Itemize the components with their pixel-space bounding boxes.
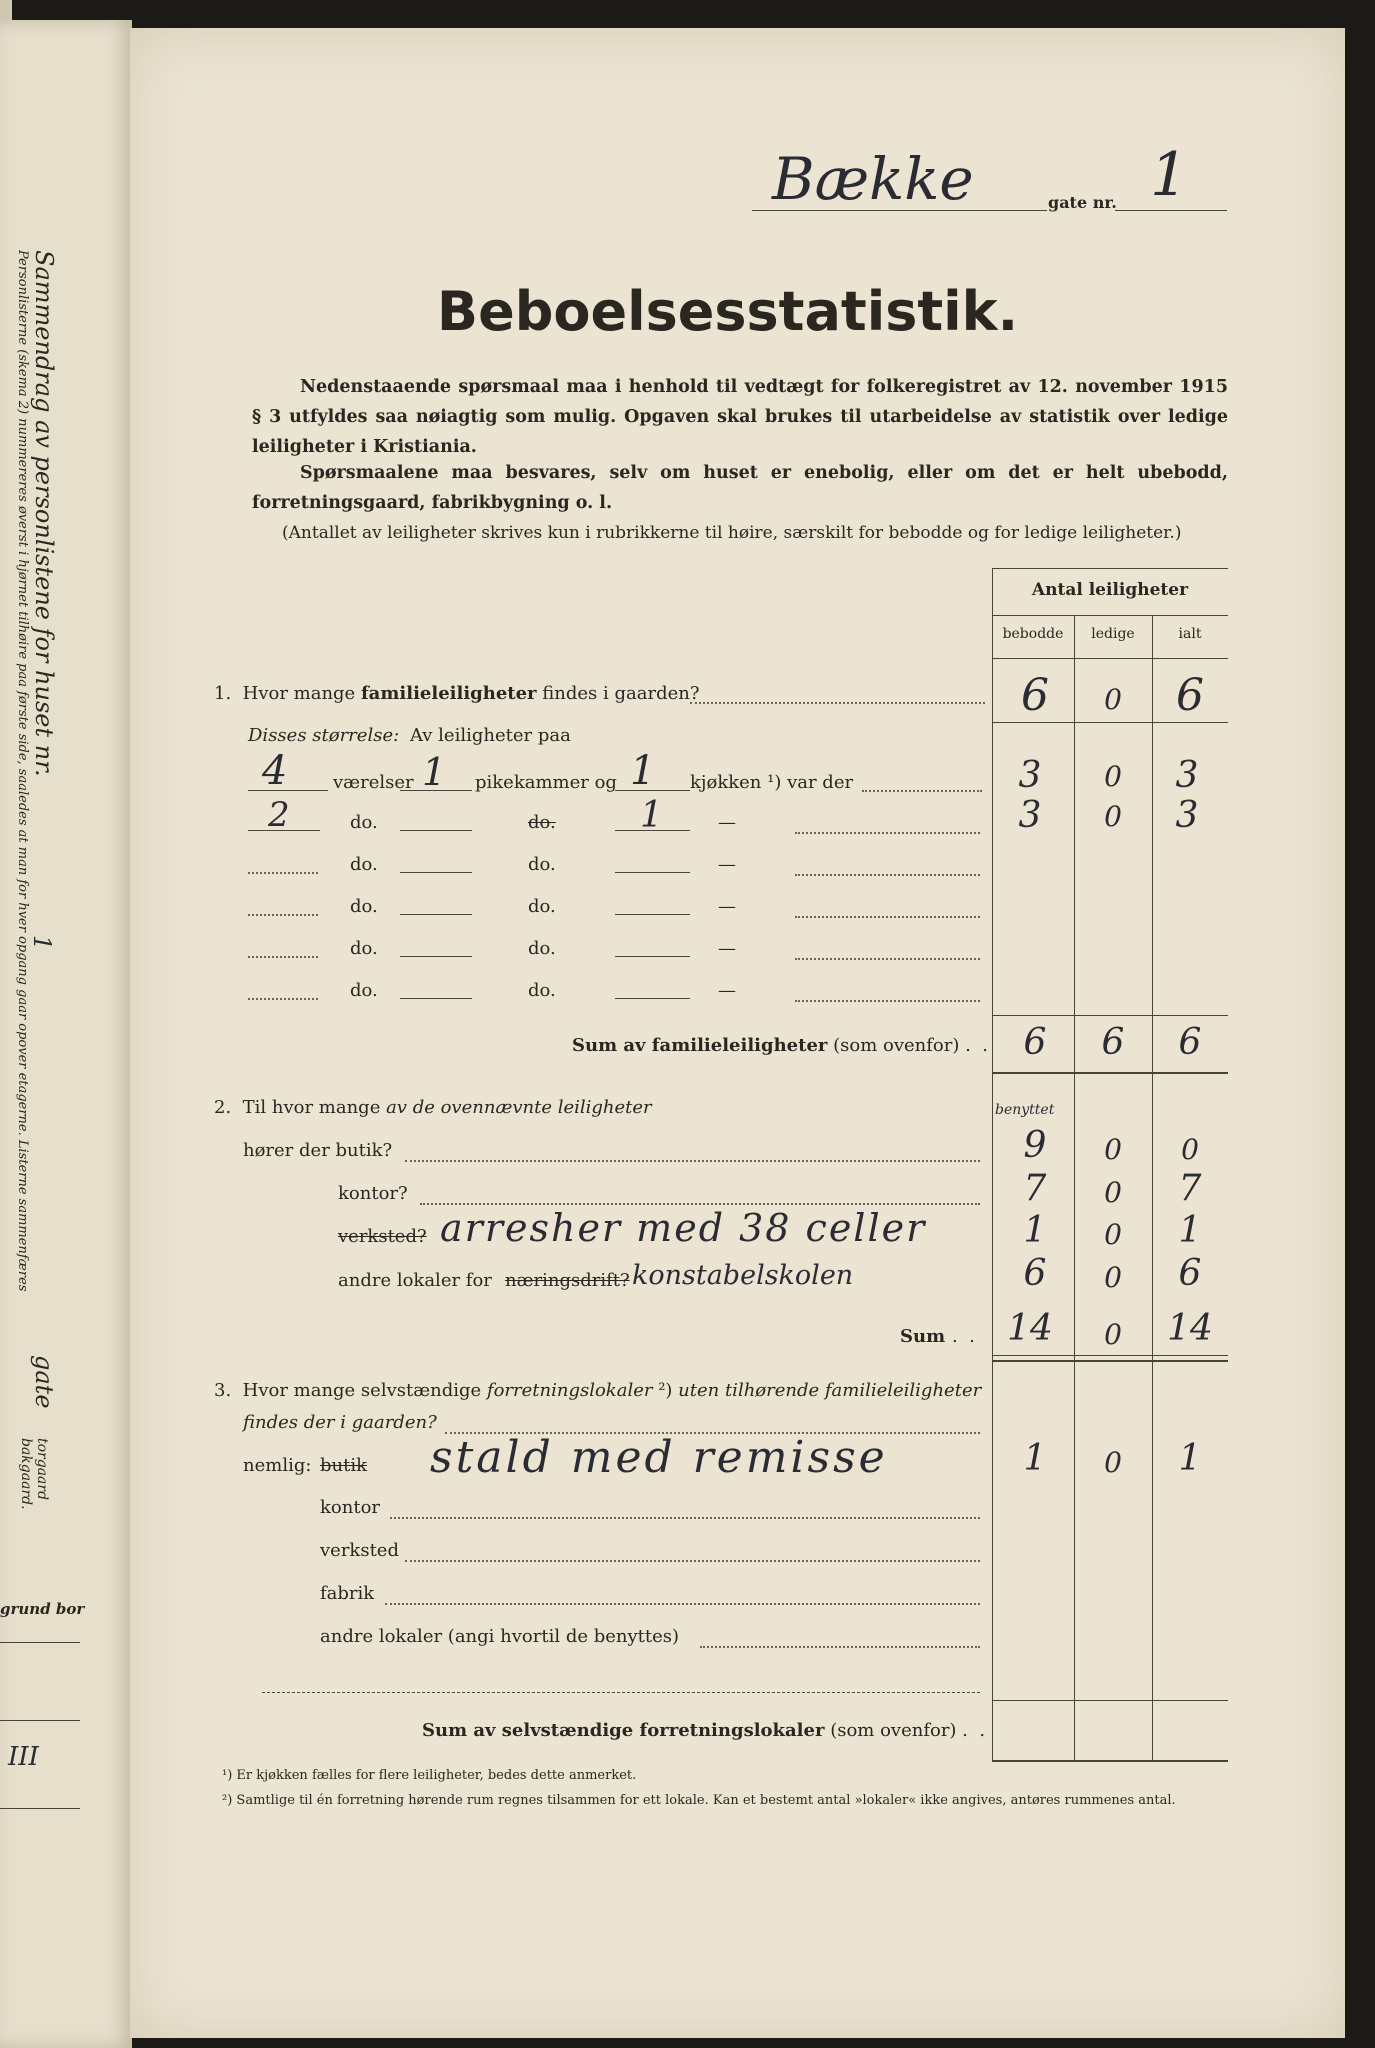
q3-sum-top-line — [992, 1700, 1228, 1701]
margin-bakgaard: bakgaard. — [18, 1438, 34, 1510]
q2-kontor-label: kontor? — [338, 1183, 408, 1204]
row5-leader — [795, 958, 980, 960]
q1-bebodde: 6 — [1021, 670, 1049, 721]
col-ialt: ialt — [1178, 626, 1202, 642]
row1-pike-label: pikekammer og — [475, 772, 617, 793]
row2-rooms-line — [248, 830, 320, 831]
q3-sum-suffix: (som ovenfor) — [830, 1720, 957, 1741]
footnote-2: ²) Samtlige til én forretning hørende rum regnes tilsammen for ett lokale. Kan et bestemt antal »lokaler« ikke angives, antøres rummenes antal. — [222, 1793, 1176, 1808]
q2-verksted-bebodde: 1 — [1023, 1210, 1047, 1251]
q3-kontor-leader — [390, 1517, 980, 1519]
q1-sum-line — [992, 1072, 1228, 1074]
row5-kjokken-line — [615, 956, 690, 957]
q3-verksted-label: verksted — [320, 1540, 399, 1561]
row3-leader — [795, 874, 980, 876]
intro-paragraph-1: Nedenstaaende spørsmaal maa i henhold til vedtægt for folkeregistret av 12. november 1915 § 3 utfyldes saa nøiagtig som mulig. Opgaven skal brukes til utarbeidelse av statistik over ledige leiligheter i Kristiania. — [252, 377, 1228, 457]
q2-butik-ledige: 0 — [1104, 1133, 1122, 1166]
q3-butik-struck: butik — [320, 1455, 368, 1476]
row1-leader — [862, 790, 982, 792]
gate-nr-label: gate nr. — [1048, 193, 1117, 212]
street-line — [752, 210, 1047, 211]
house-number: 1 — [1150, 140, 1189, 210]
row1-kjokken-label: kjøkken ¹) var der — [690, 772, 854, 793]
q2-andre-ledige: 0 — [1104, 1261, 1122, 1294]
row3-pike-line — [400, 872, 472, 873]
q2-verksted-text: arresher med 38 celler — [440, 1206, 927, 1250]
header-bottom-line — [992, 658, 1228, 659]
q1-row-line — [992, 722, 1228, 723]
house-number-line — [1115, 210, 1227, 211]
row4-pike-label: do. — [528, 896, 556, 917]
row5-kjokken-label: — — [718, 938, 736, 959]
q3-andre-label: andre lokaler (angi hvortil de benyttes) — [320, 1626, 680, 1647]
margin-roman-mark: III — [8, 1742, 39, 1772]
q2-sum-dots: . . — [952, 1326, 975, 1347]
row1-ialt: 3 — [1175, 755, 1199, 796]
row1-bebodde: 3 — [1018, 755, 1042, 796]
q1-rows-end-line — [992, 1015, 1228, 1016]
row3-kjokken-label: — — [718, 854, 736, 875]
table-top-line — [992, 568, 1228, 569]
q1-sum-bebodde: 6 — [1023, 1022, 1047, 1063]
q1-ledige: 0 — [1104, 683, 1122, 716]
row4-kjokken-line — [615, 914, 690, 915]
q1-sum-ialt: 6 — [1178, 1022, 1202, 1063]
row2-rooms-label: do. — [350, 812, 378, 833]
q2-butik-label: hører der butik? — [243, 1140, 393, 1161]
margin-gate-label: gate — [30, 1355, 58, 1409]
row1-pike: 1 — [422, 750, 447, 794]
row6-rooms-line — [248, 998, 318, 1000]
row2-pike-line — [400, 830, 472, 831]
row2-ialt: 3 — [1175, 795, 1199, 836]
row5-pike-label: do. — [528, 938, 556, 959]
q2-sum-line — [992, 1360, 1228, 1362]
margin-line-1 — [0, 1642, 80, 1643]
q2-andre-label: andre lokaler for — [338, 1270, 492, 1291]
q3-butik-ialt: 1 — [1178, 1438, 1202, 1479]
row1-pike-line — [400, 790, 472, 791]
q2-sum-ialt: 14 — [1167, 1308, 1213, 1349]
q3-sum-wrap: Sum av selvstændige forretningslokaler (som ovenfor) . . — [422, 1720, 986, 1741]
row1-rooms: 4 — [262, 748, 288, 794]
row6-rooms-label: do. — [350, 980, 378, 1001]
row1-rooms-label: værelser — [333, 772, 414, 793]
q2-kontor-ledige: 0 — [1104, 1176, 1122, 1209]
row5-pike-line — [400, 956, 472, 957]
q2-sum-ledige: 0 — [1104, 1318, 1122, 1351]
intro-paragraph-3: (Antallet av leiligheter skrives kun i rubrikkerne til høire, særskilt for bebodde og for ledige leiligheter.) — [282, 523, 1182, 543]
row1-rooms-line — [248, 790, 328, 791]
row4-kjokken-label: — — [718, 896, 736, 917]
q3-butik-ledige: 0 — [1104, 1446, 1122, 1479]
q3-fabrik-label: fabrik — [320, 1583, 375, 1604]
row1-kjokken: 1 — [630, 748, 656, 794]
q3-kontor-label: kontor — [320, 1497, 381, 1518]
q1-sum-ledige: 6 — [1101, 1022, 1125, 1063]
row1-kjokken-line — [615, 790, 690, 791]
row2-ledige: 0 — [1104, 800, 1122, 833]
q2-butik-bebodde: 9 — [1023, 1125, 1047, 1166]
page-title: Beboelsesstatistik. — [436, 280, 1019, 343]
q3-sum-label: Sum av selvstændige forretningslokaler — [422, 1720, 825, 1741]
q2-verksted-ledige: 0 — [1104, 1218, 1122, 1251]
margin-vertical-instructions: Personlisterne (skema 2) nummereres øverst i hjørnet tilhøire paa første side, saaledes at man for hver opgang gaar opover etagerne. Listerne sammenfæres — [15, 250, 30, 1292]
q1-ialt: 6 — [1176, 670, 1204, 721]
q2-sum-label: Sum — [900, 1326, 946, 1347]
q3-sum-bottom-line — [992, 1760, 1228, 1762]
table-title: Antal leiligheter — [1031, 580, 1189, 600]
q1-size-label: Disses størrelse: — [248, 725, 400, 746]
q1-label: 1. Hvor mange familieleiligheter findes i gaarden? — [214, 683, 700, 704]
row2-rooms: 2 — [268, 795, 290, 835]
q3-label: 3. Hvor mange selvstændige forretningslokaler ²) uten tilhørende familieleiligheter — [214, 1380, 982, 1401]
row5-rooms-label: do. — [350, 938, 378, 959]
row6-leader — [795, 1000, 980, 1002]
row3-kjokken-line — [615, 872, 690, 873]
q2-kontor-leader — [420, 1203, 980, 1205]
margin-torgaard: torgaard — [34, 1438, 50, 1501]
row5-rooms-line — [248, 956, 318, 958]
row2-kjokken-line — [615, 830, 690, 831]
q2-label: 2. Til hvor mange av de ovennævnte leiligheter — [214, 1097, 652, 1118]
row4-rooms-label: do. — [350, 896, 378, 917]
margin-grund-bor: grund bor — [0, 1600, 85, 1618]
q1-leader — [690, 702, 985, 704]
q3-nemlig-label: nemlig: — [243, 1455, 312, 1476]
q2-andre-bebodde: 6 — [1023, 1253, 1047, 1294]
row4-leader — [795, 916, 980, 918]
q2-benyttet-note: benyttet — [995, 1102, 1055, 1118]
q3-verksted-leader — [405, 1560, 980, 1562]
margin-line-2 — [0, 1720, 80, 1721]
q2-andre-ialt: 6 — [1178, 1253, 1202, 1294]
margin-line-3 — [0, 1808, 80, 1809]
street-name: Bække — [772, 145, 974, 213]
q2-sum-top-line-b — [992, 1355, 1228, 1356]
q1-sum-suffix: (som ovenfor) — [833, 1035, 960, 1056]
q2-kontor-ialt: 7 — [1178, 1168, 1202, 1209]
q3-butik-text: stald med remisse — [430, 1432, 888, 1483]
q3-label2: findes der i gaarden? — [243, 1412, 437, 1433]
q2-kontor-bebodde: 7 — [1023, 1168, 1047, 1209]
row2-leader — [795, 832, 980, 834]
q1-sum-label: Sum av familieleiligheter — [572, 1035, 828, 1056]
col-bebodde: bebodde — [1002, 626, 1064, 642]
row1-ledige: 0 — [1104, 760, 1122, 793]
row2-kjokken: 1 — [640, 795, 663, 836]
col-divider-1 — [1074, 615, 1075, 1760]
q2-verksted-label: verksted? — [338, 1226, 427, 1247]
q1-sum-label-wrap: Sum av familieleiligheter (som ovenfor) . . — [572, 1035, 988, 1056]
row3-rooms-label: do. — [350, 854, 378, 875]
row6-kjokken-label: — — [718, 980, 736, 1001]
q1-size-label2: Av leiligheter paa — [410, 725, 571, 746]
footnote-1: ¹) Er kjøkken fælles for flere leiligheter, bedes dette anmerket. — [222, 1768, 637, 1783]
col-ledige: ledige — [1091, 626, 1135, 642]
q3-blank-line — [262, 1692, 980, 1693]
row6-pike-line — [400, 998, 472, 999]
q2-butik-ialt: 0 — [1181, 1133, 1199, 1166]
q3-butik-bebodde: 1 — [1023, 1438, 1047, 1479]
intro-paragraph-2: Spørsmaalene maa besvares, selv om huset er enebolig, eller om det er helt ubebodd, forretningsgaard, fabrikbygning o. l. — [252, 463, 1228, 513]
table-left-border — [992, 568, 993, 1760]
row2-bebodde: 3 — [1018, 795, 1042, 836]
header-sub-line — [992, 615, 1228, 616]
row2-kjokken-label: — — [718, 812, 736, 833]
row4-pike-line — [400, 914, 472, 915]
q3-fabrik-leader — [385, 1603, 980, 1605]
row4-rooms-line — [248, 914, 318, 916]
row2-pike-label: do. — [528, 812, 556, 833]
margin-vertical-title: Sammendrag av personlistene for huset nr. — [30, 250, 58, 777]
margin-house-nr: 1 — [28, 935, 56, 951]
row3-pike-label: do. — [528, 854, 556, 875]
q2-andre-struck: næringsdrift? — [505, 1270, 630, 1291]
q2-andre-text: konstabelskolen — [632, 1260, 854, 1291]
row3-rooms-line — [248, 872, 318, 874]
q3-andre-leader — [700, 1646, 980, 1648]
q2-verksted-ialt: 1 — [1178, 1210, 1202, 1251]
row6-kjokken-line — [615, 998, 690, 999]
q2-sum-bebodde: 14 — [1007, 1308, 1053, 1349]
row6-pike-label: do. — [528, 980, 556, 1001]
q2-butik-leader — [405, 1160, 980, 1162]
